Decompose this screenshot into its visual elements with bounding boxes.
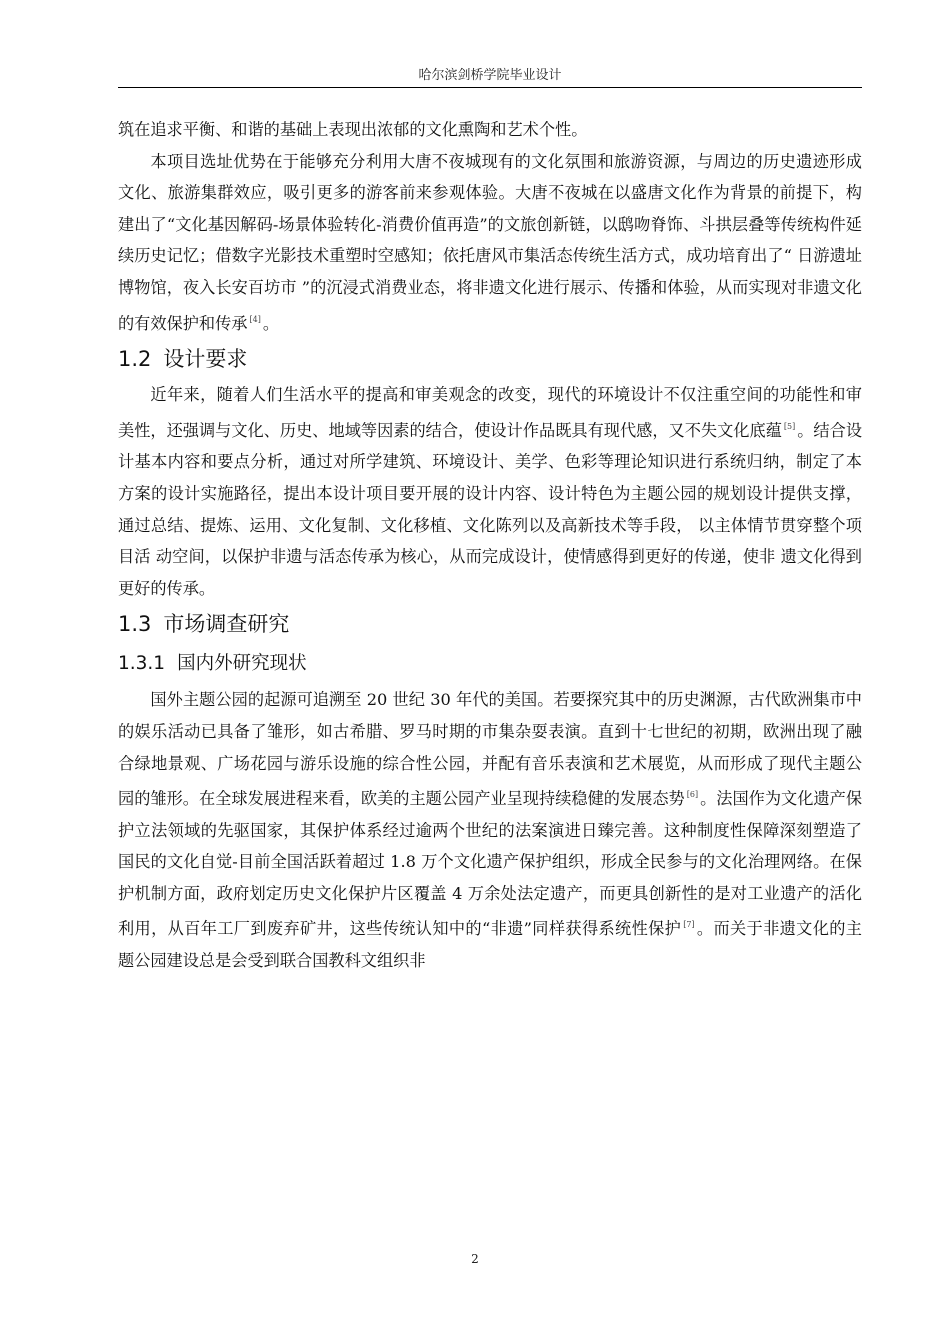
paragraph-text: 国外主题公园的起源可追溯至 20 世纪 30 年代的美国。若要探究其中的历史渊源，古代欧洲集市中的娱乐活动已具备了雏形，如古希腊、罗马时期的市集杂耍表演。直到十七世纪的初期，欧洲出现了融合绿地景观、广场花园与游乐设施的综合性公园，并配有音乐表演和艺术展览，从而形成了现代主题公园的雏形。在全球发展进程来看，欧美的主题公园产业呈现持续稳健的发展态势: [118, 690, 862, 809]
citation-ref: [4]: [249, 314, 261, 324]
section-heading-1-3: [118, 604, 862, 644]
subsection-heading-1-3-1: [118, 644, 862, 684]
page-number: 2: [471, 1252, 479, 1266]
section-heading-1-2: [118, 339, 862, 379]
subsection-title: 国内外研究现状: [177, 653, 307, 675]
citation-ref: [6]: [686, 790, 699, 800]
citation-ref: [7]: [683, 920, 695, 930]
section-title: 市场调查研究: [163, 612, 290, 637]
header-rule: [118, 87, 862, 88]
section-number: 1.2: [118, 347, 152, 372]
paragraph-site-advantage: [118, 146, 862, 340]
paragraph-research-status: [118, 684, 862, 976]
citation-ref: [5]: [783, 421, 796, 431]
page-header: 哈尔滨剑桥学院毕业设计: [418, 68, 562, 83]
paragraph-continuation: 筑在追求平衡、和谐的基础上表现出浓郁的文化熏陶和艺术个性。: [118, 120, 588, 139]
document-body: [118, 114, 862, 977]
paragraph-text: 。: [262, 313, 280, 333]
subsection-number: 1.3.1: [118, 653, 166, 675]
paragraph-text: 。而关于非遗文化的主题公园建设总是会受到联合国教科文组织非: [118, 919, 862, 971]
paragraph-text: 近年来，随着人们生活水平的提高和审美观念的改变，现代的环境设计不仅注重空间的功能性和审美性，还强调与文化、历史、地域等因素的结合，使设计作品既具有现代感，又不失文化底蕴: [118, 385, 862, 440]
paragraph-text: 。法国作为文化遗产保护立法领域的先驱国家，其保护体系经过逾两个世纪的法案演进日臻完善。这种制度性保障深刻塑造了国民的文化自觉-目前全国活跃着超过 1.8 万个文化遗产保护组织，形成全民参与的文化治理网络。在保护机制方面，政府划定历史文化保护片区覆盖 4 万余处法定遗产，而更具创新性的是对工业遗产的活化利用，从百年工厂到废弃矿井，这些传统认知中的“非遗”同样获得系统性保护: [118, 789, 863, 939]
section-number: 1.3: [118, 612, 152, 637]
section-title: 设计要求: [163, 347, 248, 372]
paragraph-design-requirements: [118, 379, 862, 604]
paragraph-text: 本项目选址优势在于能够充分利用大唐不夜城现有的文化氛围和旅游资源，与周边的历史遗迹形成文化、旅游集群效应，吸引更多的游客前来参观体验。大唐不夜城在以盛唐文化作为背景的前提下，构建出了“文化基因解码-场景体验转化-消费价值再造”的文旅创新链，以鸱吻脊饰、斗拱层叠等传统构件延续历史记忆；借数字光影技术重塑时空感知；依托唐风市集活态传统生活方式，成功培育出了“ 日游遗址博物馆，夜入长安百坊市 ”的沉浸式消费业态，将非遗文化进行展示、传播和体验，从而实现对非遗文化的有效保护和传承: [118, 151, 862, 333]
paragraph-text: 。结合设计基本内容和要点分析，通过对所学建筑、环境设计、美学、色彩等理论知识进行系统归纳，制定了本方案的设计实施路径，提出本设计项目要开展的设计内容、设计特色为主题公园的规划设计提供支撑，通过总结、提炼、运用、文化复制、文化移植、文化陈列以及高新技术等手段， 以主体情节贯穿整个项目活 动空间，以保护非遗与活态传承为核心，从而完成设计，使情感得到更好的传递，使非 遗文化得到更好的传承。: [118, 420, 863, 598]
